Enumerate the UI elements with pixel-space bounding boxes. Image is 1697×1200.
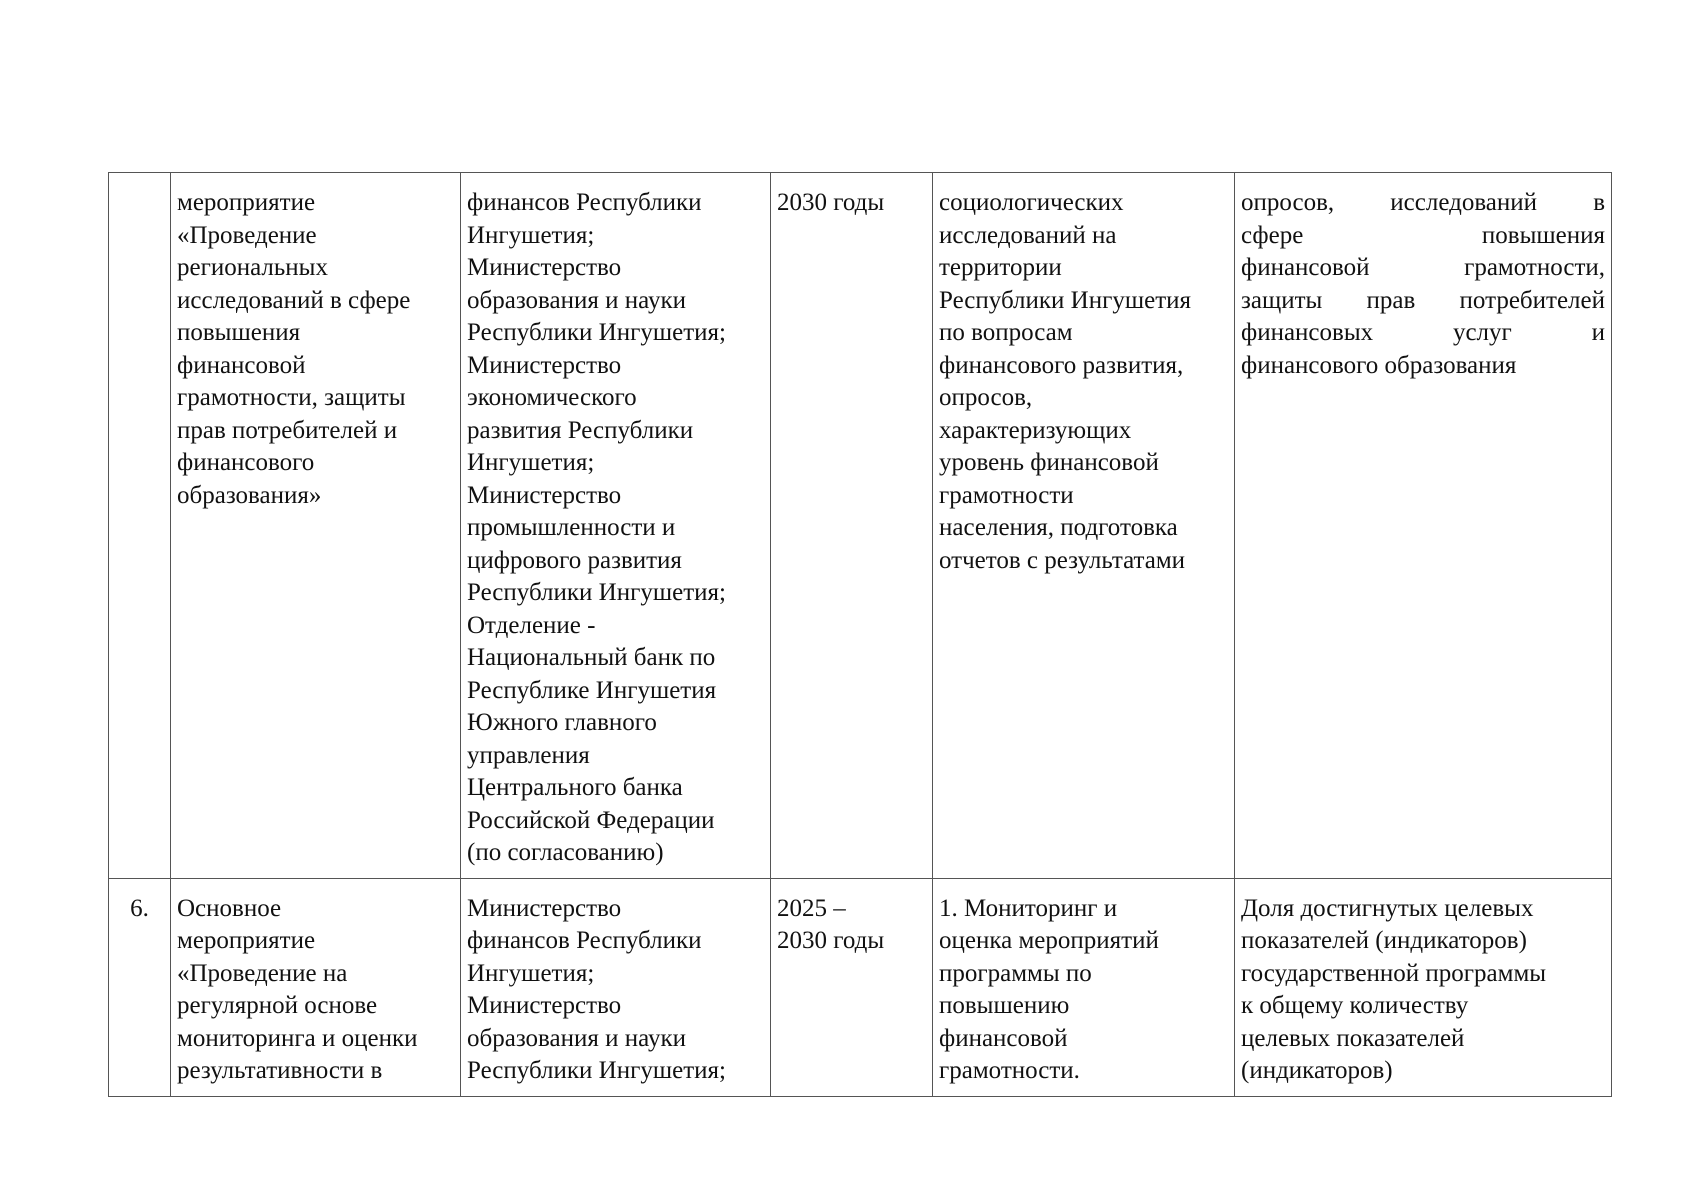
indicator-line: [1241, 252, 1605, 285]
row-number-cell: [109, 173, 171, 879]
results-line: территории: [939, 254, 1062, 281]
indicator-cell: [1235, 173, 1612, 879]
executors-line: Ингушетия;: [467, 959, 595, 987]
results-line: повышению: [939, 992, 1070, 1019]
executors-line: Ингушетия;: [467, 221, 595, 249]
indicator-word: исследований: [1390, 189, 1538, 216]
executors-line: финансов Республики: [467, 189, 702, 216]
indicator-word: в: [1593, 189, 1605, 216]
period-line: 2030 годы: [777, 189, 885, 216]
results-line: финансовой: [939, 1024, 1068, 1052]
indicator-word: финансового образования: [1241, 351, 1517, 379]
event-line: грамотности, защиты: [177, 384, 406, 411]
executors-line: Республики Ингушетия;: [467, 1057, 726, 1084]
event-line: прав потребителей и: [177, 416, 398, 444]
event-cell: [171, 878, 461, 1096]
executors-line: Министерство: [467, 351, 622, 379]
results-line: исследований на: [939, 221, 1117, 249]
indicator-line: к общему количеству: [1241, 992, 1469, 1019]
results-line: оценка мероприятий: [939, 927, 1159, 954]
executors-line: Министерство: [467, 992, 622, 1019]
indicator-line: Доля достигнутых целевых: [1241, 894, 1534, 922]
event-line: исследований в сфере: [177, 286, 411, 314]
executors-cell: [461, 878, 771, 1096]
executors-line: Республики Ингушетия;: [467, 579, 726, 606]
results-line: характеризующих: [939, 416, 1132, 444]
executors-line: Отделение -: [467, 611, 596, 639]
results-cell: [933, 173, 1235, 879]
executors-line: Министерство: [467, 894, 622, 922]
results-line: 1. Мониторинг и: [939, 894, 1118, 922]
event-line: мероприятие: [177, 927, 316, 954]
event-line: мероприятие: [177, 189, 316, 216]
period-line: 2025 –: [777, 894, 846, 922]
indicator-word: потребителей: [1459, 286, 1605, 314]
executors-line: Российской Федерации: [467, 806, 715, 834]
indicator-cell: [1235, 878, 1612, 1096]
indicator-line: [1241, 350, 1605, 383]
indicator-word: услуг: [1452, 319, 1512, 346]
row-number-cell: [109, 878, 171, 1096]
results-line: по вопросам: [939, 319, 1073, 346]
indicator-word: повышения: [1481, 221, 1605, 249]
executors-cell: [461, 173, 771, 879]
row-number: 6.: [130, 894, 149, 922]
results-line: уровень финансовой: [939, 449, 1159, 476]
executors-line: управления: [467, 741, 590, 769]
executors-line: Национальный банк по: [467, 644, 716, 671]
event-line: повышения: [177, 319, 301, 346]
executors-line: Республики Ингушетия;: [467, 319, 726, 346]
results-line: Республики Ингушетия: [939, 286, 1192, 314]
results-line: отчетов с результатами: [939, 546, 1186, 574]
event-cell: [171, 173, 461, 879]
program-table: [108, 172, 1612, 1097]
executors-line: экономического: [467, 384, 637, 411]
indicator-word: финансовой: [1241, 254, 1370, 281]
period-line: 2030 годы: [777, 927, 885, 954]
indicator-line: государственной программы: [1241, 959, 1547, 987]
event-line: «Проведение на: [177, 959, 348, 987]
indicator-word: защиты: [1241, 286, 1323, 314]
event-line: образования»: [177, 481, 322, 509]
executors-line: (по согласованию): [467, 839, 664, 866]
indicator-word: опросов,: [1241, 189, 1335, 216]
executors-line: Министерство: [467, 254, 622, 281]
results-line: опросов,: [939, 384, 1033, 411]
indicator-line: показателей (индикаторов): [1241, 927, 1527, 954]
table-row: [109, 173, 1612, 879]
indicator-word: сфере: [1241, 221, 1304, 249]
executors-line: Министерство: [467, 481, 622, 509]
indicator-word: грамотности,: [1464, 254, 1605, 281]
indicator-word: финансовых: [1241, 319, 1374, 346]
results-cell: [933, 878, 1235, 1096]
indicator-line: [1241, 317, 1605, 350]
results-line: программы по: [939, 959, 1092, 987]
event-line: мониторинга и оценки: [177, 1024, 418, 1052]
executors-line: Республике Ингушетия: [467, 676, 717, 704]
indicator-line: [1241, 187, 1605, 220]
executors-line: Центрального банка: [467, 774, 683, 801]
event-line: финансового: [177, 449, 315, 476]
results-line: грамотности.: [939, 1057, 1080, 1084]
table-row: [109, 878, 1612, 1096]
event-line: результативности в: [177, 1057, 383, 1084]
results-line: населения, подготовка: [939, 514, 1178, 541]
results-line: социологических: [939, 189, 1124, 216]
event-line: финансовой: [177, 351, 306, 379]
indicator-line: [1241, 285, 1605, 318]
indicator-line: целевых показателей: [1241, 1024, 1465, 1052]
executors-line: промышленности и: [467, 514, 676, 541]
event-line: региональных: [177, 254, 328, 281]
indicator-line: [1241, 220, 1605, 253]
event-line: Основное: [177, 894, 282, 922]
executors-line: финансов Республики: [467, 927, 702, 954]
executors-line: Ингушетия;: [467, 449, 595, 476]
event-line: «Проведение: [177, 221, 317, 249]
executors-line: образования и науки: [467, 286, 686, 314]
executors-line: Южного главного: [467, 709, 657, 736]
indicator-word: и: [1591, 319, 1605, 346]
event-line: регулярной основе: [177, 992, 378, 1019]
results-line: грамотности: [939, 481, 1074, 509]
results-line: финансового развития,: [939, 351, 1184, 379]
executors-line: цифрового развития: [467, 546, 682, 574]
executors-line: образования и науки: [467, 1024, 686, 1052]
indicator-word: прав: [1366, 286, 1416, 314]
indicator-line: (индикаторов): [1241, 1057, 1393, 1084]
executors-line: развития Республики: [467, 416, 694, 444]
period-cell: [771, 878, 933, 1096]
period-cell: [771, 173, 933, 879]
